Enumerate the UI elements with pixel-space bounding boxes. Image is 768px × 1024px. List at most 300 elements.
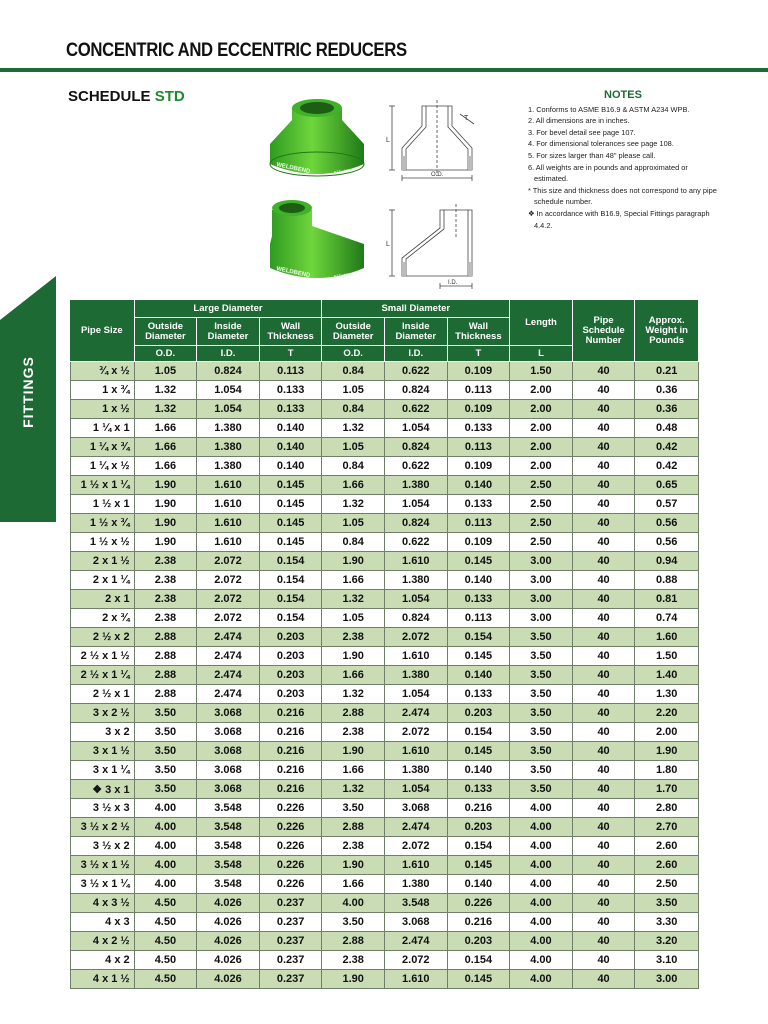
cell-pipe-size: 3 x 2 (70, 723, 135, 742)
cell-schedule: 40 (573, 419, 636, 438)
cell-large-od: 1.90 (135, 514, 198, 533)
cell-weight: 2.20 (635, 704, 699, 723)
cell-large-id: 2.072 (197, 609, 260, 628)
cell-length: 2.00 (510, 438, 573, 457)
cell-pipe-size: 3 ½ x 2 ½ (70, 818, 135, 837)
header-unit-t: T (260, 346, 323, 362)
cell-small-wall: 0.113 (448, 514, 511, 533)
cell-weight: 1.80 (635, 761, 699, 780)
cell-schedule: 40 (573, 571, 636, 590)
cell-pipe-size: 3 ½ x 1 ¼ (70, 875, 135, 894)
cell-schedule: 40 (573, 628, 636, 647)
note-item: * This size and thickness does not correspond to any pipe schedule number. (528, 185, 717, 207)
cell-schedule: 40 (573, 875, 636, 894)
cell-schedule: 40 (573, 742, 636, 761)
header-large-wall: Wall Thickness (260, 318, 323, 346)
cell-large-wall: 0.145 (260, 514, 323, 533)
cell-large-wall: 0.203 (260, 647, 323, 666)
cell-schedule: 40 (573, 590, 636, 609)
eccentric-reducer-image (262, 196, 372, 286)
cell-large-id: 3.548 (197, 875, 260, 894)
cell-small-wall: 0.133 (448, 780, 511, 799)
cell-large-od: 2.88 (135, 666, 198, 685)
cell-large-wall: 0.226 (260, 818, 323, 837)
table-row (70, 571, 699, 590)
concentric-marking-text: STD WPB (333, 167, 353, 175)
cell-small-wall: 0.154 (448, 628, 511, 647)
cell-small-od: 0.84 (322, 457, 385, 476)
cell-large-wall: 0.154 (260, 571, 323, 590)
cell-large-wall: 0.216 (260, 780, 323, 799)
cell-large-wall: 0.113 (260, 362, 323, 381)
cell-large-od: 4.50 (135, 913, 198, 932)
cell-pipe-size: 1 ½ x ¾ (70, 514, 135, 533)
cell-pipe-size: 4 x 1 ½ (70, 970, 135, 989)
cell-weight: 0.42 (635, 457, 699, 476)
cell-small-od: 1.90 (322, 970, 385, 989)
cell-weight: 0.56 (635, 533, 699, 552)
cell-pipe-size: 4 x 2 ½ (70, 932, 135, 951)
cell-large-od: 1.05 (135, 362, 198, 381)
cell-large-id: 3.548 (197, 818, 260, 837)
cell-length: 3.00 (510, 571, 573, 590)
cell-large-od: 1.66 (135, 457, 198, 476)
cell-small-od: 2.38 (322, 837, 385, 856)
cell-large-wall: 0.216 (260, 742, 323, 761)
header-small-od: Outside Diameter (322, 318, 385, 346)
table-row (70, 457, 699, 476)
cell-length: 3.00 (510, 590, 573, 609)
cell-schedule: 40 (573, 894, 636, 913)
cell-schedule: 40 (573, 761, 636, 780)
cell-schedule: 40 (573, 609, 636, 628)
table-row (70, 400, 699, 419)
cell-large-od: 4.00 (135, 856, 198, 875)
cell-length: 4.00 (510, 799, 573, 818)
cell-large-wall: 0.203 (260, 628, 323, 647)
cell-large-wall: 0.203 (260, 685, 323, 704)
cell-small-wall: 0.145 (448, 552, 511, 571)
cell-schedule: 40 (573, 476, 636, 495)
cell-weight: 0.48 (635, 419, 699, 438)
table-row (70, 419, 699, 438)
cell-large-wall: 0.237 (260, 932, 323, 951)
cell-large-wall: 0.203 (260, 666, 323, 685)
table-row (70, 913, 699, 932)
cell-length: 3.50 (510, 647, 573, 666)
cell-large-wall: 0.237 (260, 970, 323, 989)
cell-pipe-size: 2 ½ x 1 (70, 685, 135, 704)
cell-schedule: 40 (573, 799, 636, 818)
cell-small-od: 1.32 (322, 419, 385, 438)
cell-small-od: 1.66 (322, 875, 385, 894)
cell-small-id: 0.622 (385, 533, 448, 552)
cell-schedule: 40 (573, 514, 636, 533)
cell-small-id: 1.610 (385, 742, 448, 761)
cell-large-id: 3.068 (197, 761, 260, 780)
cell-pipe-size: 2 x 1 (70, 590, 135, 609)
cell-small-id: 1.380 (385, 875, 448, 894)
cell-schedule: 40 (573, 457, 636, 476)
table-row (70, 894, 699, 913)
cell-small-id: 0.824 (385, 514, 448, 533)
header-large-od: Outside Diameter (135, 318, 198, 346)
cell-schedule: 40 (573, 495, 636, 514)
cell-schedule: 40 (573, 552, 636, 571)
schedule-heading (68, 88, 185, 105)
cell-large-od: 4.50 (135, 894, 198, 913)
cell-pipe-size: 2 x 1 ¼ (70, 571, 135, 590)
cell-small-id: 2.474 (385, 704, 448, 723)
cell-length: 3.50 (510, 742, 573, 761)
cell-small-wall: 0.140 (448, 476, 511, 495)
cell-small-od: 2.88 (322, 704, 385, 723)
table-row (70, 381, 699, 400)
header-unit-t: T (448, 346, 511, 362)
cell-small-wall: 0.226 (448, 894, 511, 913)
eccentric-reducer-drawing (382, 198, 492, 294)
cell-small-wall: 0.145 (448, 970, 511, 989)
cell-large-od: 3.50 (135, 742, 198, 761)
cell-large-id: 2.072 (197, 571, 260, 590)
cell-small-id: 2.072 (385, 723, 448, 742)
note-item: ❖ In accordance with B16.9, Special Fittings paragraph 4.4.2. (528, 208, 710, 230)
cell-small-wall: 0.109 (448, 457, 511, 476)
note-item: 4. For dimensional tolerances see page 108. (528, 139, 674, 149)
header-large-id: Inside Diameter (197, 318, 260, 346)
cell-weight: 0.65 (635, 476, 699, 495)
cell-small-id: 1.054 (385, 495, 448, 514)
cell-pipe-size: 1 x ¾ (70, 381, 135, 400)
header-length: Length (510, 300, 573, 346)
cell-pipe-size: 1 ½ x 1 (70, 495, 135, 514)
cell-pipe-size: 4 x 2 (70, 951, 135, 970)
header-pipe-schedule: Pipe Schedule Number (573, 300, 636, 362)
table-row (70, 932, 699, 951)
cell-small-wall: 0.145 (448, 856, 511, 875)
cell-small-wall: 0.109 (448, 362, 511, 381)
cell-schedule: 40 (573, 362, 636, 381)
cell-length: 3.50 (510, 780, 573, 799)
cell-small-id: 0.824 (385, 609, 448, 628)
cell-schedule: 40 (573, 438, 636, 457)
header-unit-od: O.D. (135, 346, 198, 362)
cell-pipe-size: ¾ x ½ (70, 362, 135, 381)
table-row (70, 799, 699, 818)
cell-small-od: 2.38 (322, 628, 385, 647)
cell-small-id: 2.072 (385, 951, 448, 970)
cell-length: 4.00 (510, 932, 573, 951)
table-row (70, 628, 699, 647)
cell-pipe-size: 2 ½ x 1 ½ (70, 647, 135, 666)
cell-small-wall: 0.154 (448, 951, 511, 970)
cell-small-id: 3.068 (385, 913, 448, 932)
cell-large-od: 2.38 (135, 552, 198, 571)
cell-small-id: 2.474 (385, 818, 448, 837)
cell-large-id: 1.054 (197, 400, 260, 419)
header-unit-id: I.D. (385, 346, 448, 362)
cell-large-wall: 0.226 (260, 875, 323, 894)
cell-large-od: 2.88 (135, 685, 198, 704)
cell-weight: 0.88 (635, 571, 699, 590)
cell-small-id: 1.054 (385, 685, 448, 704)
cell-length: 3.50 (510, 666, 573, 685)
cell-large-id: 3.068 (197, 704, 260, 723)
cell-large-id: 2.072 (197, 590, 260, 609)
cell-small-od: 2.88 (322, 818, 385, 837)
table-row (70, 362, 699, 381)
cell-length: 4.00 (510, 970, 573, 989)
concentric-dim-od: O.D. (431, 172, 444, 178)
cell-large-wall: 0.237 (260, 913, 323, 932)
cell-large-id: 1.380 (197, 419, 260, 438)
header-small-id: Inside Diameter (385, 318, 448, 346)
title-rule (0, 68, 768, 72)
cell-small-id: 1.610 (385, 856, 448, 875)
table-row (70, 951, 699, 970)
cell-large-od: 1.32 (135, 381, 198, 400)
cell-small-id: 1.610 (385, 552, 448, 571)
cell-small-id: 1.610 (385, 970, 448, 989)
cell-weight: 2.00 (635, 723, 699, 742)
cell-large-id: 1.610 (197, 495, 260, 514)
table-row (70, 609, 699, 628)
cell-small-id: 1.054 (385, 780, 448, 799)
cell-small-wall: 0.140 (448, 875, 511, 894)
cell-small-od: 2.38 (322, 951, 385, 970)
cell-large-od: 1.90 (135, 476, 198, 495)
table-row (70, 818, 699, 837)
cell-small-wall: 0.113 (448, 381, 511, 400)
note-item: 5. For sizes larger than 48" please call. (528, 150, 656, 160)
cell-small-od: 1.32 (322, 590, 385, 609)
note-item: 2. All dimensions are in inches. (528, 116, 630, 126)
cell-small-wall: 0.133 (448, 419, 511, 438)
cell-weight: 0.21 (635, 362, 699, 381)
cell-small-od: 0.84 (322, 400, 385, 419)
cell-length: 3.50 (510, 704, 573, 723)
cell-large-id: 3.068 (197, 742, 260, 761)
table-row (70, 742, 699, 761)
cell-large-od: 4.00 (135, 799, 198, 818)
cell-large-id: 1.380 (197, 457, 260, 476)
cell-large-wall: 0.140 (260, 419, 323, 438)
cell-small-wall: 0.140 (448, 571, 511, 590)
cell-small-wall: 0.154 (448, 837, 511, 856)
cell-small-wall: 0.145 (448, 647, 511, 666)
cell-small-id: 1.380 (385, 666, 448, 685)
cell-length: 2.00 (510, 400, 573, 419)
cell-large-od: 4.50 (135, 951, 198, 970)
header-small-diameter: Small Diameter (322, 300, 510, 318)
cell-large-od: 1.90 (135, 495, 198, 514)
cell-weight: 3.00 (635, 970, 699, 989)
table-row (70, 438, 699, 457)
cell-large-id: 2.474 (197, 685, 260, 704)
cell-length: 2.50 (510, 495, 573, 514)
cell-length: 3.50 (510, 628, 573, 647)
cell-weight: 3.30 (635, 913, 699, 932)
cell-small-od: 1.66 (322, 761, 385, 780)
fittings-side-label: FITTINGS (20, 356, 36, 428)
cell-weight: 0.74 (635, 609, 699, 628)
cell-schedule: 40 (573, 780, 636, 799)
cell-large-wall: 0.145 (260, 476, 323, 495)
cell-schedule: 40 (573, 704, 636, 723)
table-row (70, 476, 699, 495)
concentric-brand-text: WELDBEND (275, 162, 311, 176)
cell-length: 4.00 (510, 875, 573, 894)
table-row (70, 495, 699, 514)
cell-large-od: 1.66 (135, 438, 198, 457)
cell-small-od: 3.50 (322, 799, 385, 818)
cell-schedule: 40 (573, 951, 636, 970)
cell-length: 2.00 (510, 457, 573, 476)
cell-large-od: 2.88 (135, 628, 198, 647)
cell-length: 2.50 (510, 533, 573, 552)
cell-schedule: 40 (573, 381, 636, 400)
cell-large-od: 4.50 (135, 932, 198, 951)
cell-weight: 0.94 (635, 552, 699, 571)
eccentric-marking-text: STD WPB (333, 271, 353, 279)
cell-small-id: 0.622 (385, 400, 448, 419)
cell-schedule: 40 (573, 837, 636, 856)
cell-large-id: 3.548 (197, 837, 260, 856)
cell-weight: 1.90 (635, 742, 699, 761)
cell-small-od: 1.66 (322, 476, 385, 495)
cell-small-od: 2.88 (322, 932, 385, 951)
cell-weight: 2.70 (635, 818, 699, 837)
note-item: 6. All weights are in pounds and approximated or estimated. (528, 162, 688, 184)
cell-large-od: 1.32 (135, 400, 198, 419)
cell-length: 2.50 (510, 476, 573, 495)
cell-weight: 1.70 (635, 780, 699, 799)
cell-length: 3.50 (510, 723, 573, 742)
cell-small-id: 2.474 (385, 932, 448, 951)
table-row (70, 590, 699, 609)
cell-large-od: 4.50 (135, 970, 198, 989)
cell-pipe-size: 2 x 1 ½ (70, 552, 135, 571)
cell-pipe-size: 1 x ½ (70, 400, 135, 419)
cell-large-id: 1.610 (197, 476, 260, 495)
cell-length: 3.00 (510, 552, 573, 571)
cell-large-od: 4.00 (135, 818, 198, 837)
cell-pipe-size: 3 x 2 ½ (70, 704, 135, 723)
cell-large-od: 4.00 (135, 837, 198, 856)
cell-large-od: 3.50 (135, 761, 198, 780)
cell-small-wall: 0.109 (448, 533, 511, 552)
header-unit-l: L (510, 346, 573, 362)
cell-large-wall: 0.154 (260, 609, 323, 628)
cell-schedule: 40 (573, 856, 636, 875)
table-row (70, 837, 699, 856)
cell-small-id: 1.380 (385, 571, 448, 590)
cell-weight: 0.42 (635, 438, 699, 457)
cell-small-id: 0.622 (385, 362, 448, 381)
cell-small-wall: 0.133 (448, 590, 511, 609)
cell-schedule: 40 (573, 932, 636, 951)
cell-schedule: 40 (573, 818, 636, 837)
table-row (70, 666, 699, 685)
cell-large-id: 4.026 (197, 951, 260, 970)
eccentric-brand-text: WELDBEND (275, 266, 311, 280)
cell-small-od: 1.05 (322, 609, 385, 628)
cell-large-wall: 0.145 (260, 495, 323, 514)
cell-large-wall: 0.140 (260, 457, 323, 476)
cell-small-wall: 0.109 (448, 400, 511, 419)
cell-schedule: 40 (573, 400, 636, 419)
cell-large-od: 1.90 (135, 533, 198, 552)
cell-large-wall: 0.237 (260, 894, 323, 913)
schedule-value: STD (154, 88, 185, 105)
cell-large-id: 4.026 (197, 894, 260, 913)
cell-large-id: 2.474 (197, 666, 260, 685)
cell-small-id: 3.068 (385, 799, 448, 818)
cell-small-wall: 0.113 (448, 609, 511, 628)
table-row (70, 552, 699, 571)
cell-large-id: 3.548 (197, 856, 260, 875)
cell-large-od: 2.38 (135, 590, 198, 609)
table-row (70, 970, 699, 989)
cell-large-id: 3.548 (197, 799, 260, 818)
cell-pipe-size: 3 ½ x 1 ½ (70, 856, 135, 875)
cell-large-id: 3.068 (197, 780, 260, 799)
cell-large-id: 1.610 (197, 533, 260, 552)
cell-large-wall: 0.237 (260, 951, 323, 970)
table-row (70, 704, 699, 723)
cell-schedule: 40 (573, 647, 636, 666)
cell-large-od: 3.50 (135, 780, 198, 799)
cell-large-od: 2.88 (135, 647, 198, 666)
table-row (70, 856, 699, 875)
cell-weight: 0.36 (635, 381, 699, 400)
cell-small-id: 3.548 (385, 894, 448, 913)
notes-panel (528, 90, 718, 231)
cell-weight: 1.50 (635, 647, 699, 666)
cell-weight: 0.57 (635, 495, 699, 514)
cell-schedule: 40 (573, 533, 636, 552)
cell-pipe-size: 1 ½ x ½ (70, 533, 135, 552)
concentric-dim-t: T (464, 115, 469, 122)
cell-small-od: 1.05 (322, 381, 385, 400)
cell-pipe-size: 2 ½ x 1 ¼ (70, 666, 135, 685)
cell-small-wall: 0.216 (448, 913, 511, 932)
concentric-dim-l: L (386, 137, 390, 144)
concentric-reducer-drawing (382, 96, 492, 184)
cell-large-id: 4.026 (197, 913, 260, 932)
cell-length: 2.50 (510, 514, 573, 533)
cell-small-id: 1.380 (385, 761, 448, 780)
cell-weight: 2.60 (635, 837, 699, 856)
table-body (70, 362, 699, 989)
cell-small-od: 1.66 (322, 571, 385, 590)
cell-large-wall: 0.216 (260, 704, 323, 723)
cell-large-od: 2.38 (135, 571, 198, 590)
eccentric-dim-id: I.D. (448, 280, 458, 286)
cell-weight: 0.81 (635, 590, 699, 609)
cell-weight: 1.30 (635, 685, 699, 704)
cell-length: 2.00 (510, 381, 573, 400)
cell-schedule: 40 (573, 913, 636, 932)
cell-large-id: 4.026 (197, 932, 260, 951)
cell-schedule: 40 (573, 666, 636, 685)
header-small-wall: Wall Thickness (448, 318, 511, 346)
cell-small-wall: 0.133 (448, 685, 511, 704)
note-item: 1. Conforms to ASME B16.9 & ASTM A234 WPB. (528, 104, 690, 114)
cell-large-wall: 0.226 (260, 837, 323, 856)
cell-large-id: 4.026 (197, 970, 260, 989)
cell-weight: 3.50 (635, 894, 699, 913)
